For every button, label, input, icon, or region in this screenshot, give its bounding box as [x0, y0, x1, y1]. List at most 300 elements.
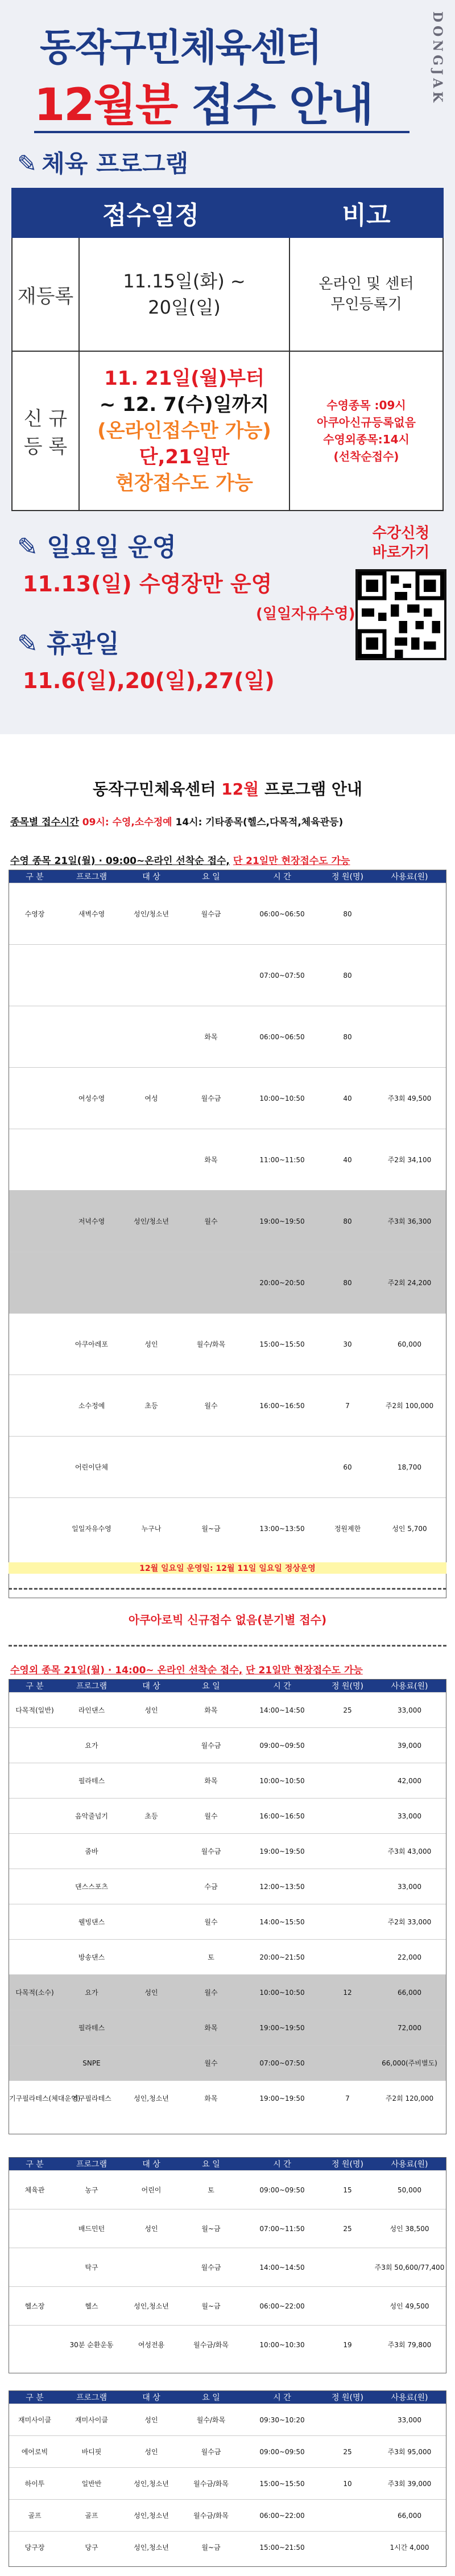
month-label: 12월분: [34, 80, 177, 131]
table-cell: 여성: [144, 1094, 158, 1102]
column-header: 대 상: [142, 1682, 160, 1691]
table-cell: 30분 순환운동: [69, 2341, 114, 2349]
swim-note-b: 단 21일만 현장접수도 가능: [233, 855, 350, 867]
pin-icon: ✎: [17, 533, 47, 562]
column-header: 시 간: [273, 2393, 291, 2402]
other-note-b: 단 21일만 현장접수도 가능: [246, 1665, 363, 1676]
sunday-sub: (일일자유수영): [256, 606, 355, 623]
table-cell: 주3회 79,800: [387, 2341, 432, 2349]
section-sports-label: 체육 프로그램: [42, 150, 189, 178]
table-cell: 20:00~20:50: [259, 1278, 305, 1287]
table-cell: 당구: [85, 2544, 98, 2552]
table-cell: 월수금: [201, 2448, 221, 2456]
table-row: [9, 2010, 446, 2045]
column-header: 프로그램: [76, 873, 107, 882]
table-row: [9, 1436, 446, 1497]
table-row: [9, 1313, 446, 1375]
table-cell: 10: [343, 2479, 352, 2488]
closed-heading: [17, 623, 119, 660]
table-cell: 80: [343, 1278, 352, 1287]
table-row: [9, 1763, 446, 1798]
table-cell: 09:00~09:50: [259, 2186, 305, 2194]
column-header: 정 원(명): [332, 873, 363, 882]
table-cell: 월~금: [201, 1525, 221, 1533]
table-cell: 성인 38,500: [390, 2225, 429, 2233]
table-cell: 성인 5,700: [392, 1525, 427, 1533]
table-cell: 19: [343, 2340, 352, 2349]
table-cell: 20:00~21:50: [259, 1953, 305, 1961]
table-cell: 줌바: [85, 1847, 98, 1855]
table-cell: 12: [343, 1988, 352, 1997]
table-row: [9, 1869, 446, 1904]
qr-code-icon[interactable]: [355, 569, 446, 660]
table-row: [9, 2499, 446, 2531]
column-header: 사용료(원): [391, 2160, 428, 2169]
re-reg-note: [289, 237, 443, 351]
aqua-note: 아쿠아로빅 신규접수 없음(분기별 접수): [128, 1613, 327, 1627]
table-row: [9, 1252, 446, 1313]
table-row: [9, 2209, 446, 2248]
gym-table-header: [9, 2158, 446, 2170]
table-cell: 에어로빅: [21, 2448, 48, 2456]
table-cell: 19:00~19:50: [259, 1847, 305, 1855]
table-cell: 19:00~19:50: [259, 2023, 305, 2032]
intake-note-c: 14시: 기타종목(헬스,다목적,체육관등): [175, 817, 344, 828]
table-cell: 탁구: [85, 2264, 98, 2272]
table-cell: 체육관: [24, 2186, 45, 2194]
table-cell: 월수/화목: [196, 2416, 226, 2424]
table-cell: 성인,청소년: [134, 2094, 169, 2102]
column-header: 요 일: [202, 2393, 220, 2402]
table-cell: 헬스: [85, 2302, 98, 2310]
table-cell: 16:00~16:50: [259, 1401, 305, 1410]
other-table-header: [9, 1680, 446, 1692]
table-cell: 09:00~09:50: [259, 1741, 305, 1750]
table-cell: 주3회 49,500: [387, 1094, 432, 1102]
table-cell: 42,000: [398, 1776, 421, 1785]
table-cell: 월수금/화목: [193, 2341, 229, 2349]
table-cell: 월수: [204, 1989, 218, 1997]
table-cell: 25: [343, 1706, 352, 1714]
column-header: 시 간: [273, 873, 291, 882]
table-cell: 주2회 120,000: [385, 2094, 434, 2102]
re-reg-dates: [79, 237, 289, 351]
table-cell: 화목: [204, 2024, 218, 2032]
table-cell: 11:00~11:50: [259, 1155, 305, 1164]
table-cell: 15:00~15:50: [259, 1340, 305, 1348]
program-title-month: 12월: [221, 780, 259, 799]
table-cell: 15:00~15:50: [259, 2479, 305, 2488]
table-row: [9, 1067, 446, 1129]
table-row: [9, 1006, 446, 1067]
swim-note: [10, 853, 350, 867]
table-row: [9, 1190, 446, 1252]
table-cell: 월수금: [201, 1094, 221, 1102]
column-header: 정 원(명): [332, 2160, 363, 2169]
new-reg-note1: 수영종목 :09시: [326, 398, 406, 412]
schedule-table: [11, 188, 444, 511]
table-cell: 수영장: [24, 910, 45, 918]
sunday-line: 11.13(일) 수영장만 운영: [23, 571, 272, 596]
table-row: [9, 1692, 446, 1727]
table-cell: 14:00~15:50: [259, 1917, 305, 1926]
table-cell: 재미사이클: [75, 2416, 108, 2424]
table-row: [9, 1798, 446, 1833]
gym-table: [9, 2157, 446, 2373]
intake-note-a: 종목별 접수시간: [10, 817, 79, 828]
column-header: 요 일: [202, 2160, 220, 2169]
table-cell: 골프: [85, 2512, 98, 2520]
table-cell: 30: [343, 1340, 352, 1348]
table-cell: 06:00~06:50: [259, 910, 305, 918]
table-cell: 주3회 39,000: [387, 2480, 432, 2488]
intake-note: [10, 814, 343, 828]
table-row: [9, 1904, 446, 1939]
column-header: 대 상: [142, 873, 160, 882]
table-cell: 초등: [144, 1812, 158, 1820]
new-reg-line4: 단,21일만: [139, 446, 230, 468]
column-header: 사용료(원): [391, 1682, 428, 1691]
table-cell: 39,000: [398, 1741, 421, 1750]
table-cell: 25: [343, 2224, 352, 2233]
table-cell: 어린이: [141, 2186, 162, 2194]
table-cell: 성인: [144, 2416, 158, 2424]
column-header: 구 분: [26, 2160, 44, 2169]
etc-table-header: [9, 2391, 446, 2404]
table-cell: 33,000: [398, 2415, 421, 2424]
pin-icon: ✎: [17, 629, 47, 659]
table-cell: 19:00~19:50: [259, 1217, 305, 1225]
table-cell: 주2회 34,100: [387, 1156, 432, 1164]
page-title: [34, 69, 373, 133]
table-cell: 댄스스포츠: [75, 1883, 108, 1891]
title-suffix: 접수 안내: [177, 80, 373, 131]
table-cell: 월~금: [201, 2544, 221, 2552]
column-header: 대 상: [142, 2393, 160, 2402]
schedule-header-note: 비고: [289, 188, 443, 237]
table-cell: 16:00~16:50: [259, 1812, 305, 1820]
table-cell: 수금: [204, 1883, 218, 1891]
swim-table-body: [9, 883, 446, 1559]
table-cell: 40: [343, 1094, 352, 1102]
table-cell: 어린이단체: [75, 1463, 108, 1471]
table-cell: 66,000: [398, 2511, 421, 2520]
re-reg-kind: 재등록: [12, 237, 79, 351]
column-header: 요 일: [202, 873, 220, 882]
table-cell: 성인: [144, 2448, 158, 2456]
table-cell: 여성수영: [78, 1094, 105, 1102]
table-cell: 월수: [204, 1402, 218, 1410]
table-cell: 월수/화목: [196, 1340, 226, 1348]
table-cell: 80: [343, 971, 352, 980]
table-cell: 다목적(소수): [15, 1989, 54, 1997]
table-cell: 성인/청소년: [133, 910, 169, 918]
table-row: [9, 1833, 446, 1869]
table-cell: 아쿠아레포: [75, 1340, 108, 1348]
table-cell: 누구나: [141, 1525, 162, 1533]
table-cell: 15: [343, 2186, 352, 2194]
table-cell: 주3회 43,000: [387, 1847, 432, 1855]
swim-table: [9, 870, 446, 1598]
table-cell: 화목: [204, 1706, 218, 1714]
column-header: 구 분: [26, 1682, 44, 1691]
other-note: [10, 1662, 363, 1676]
table-cell: 주3회 36,300: [387, 1217, 432, 1225]
column-header: 대 상: [142, 2160, 160, 2169]
qr-label: [355, 524, 446, 562]
table-cell: SNPE: [82, 2059, 101, 2067]
table-cell: 10:00~10:50: [259, 1094, 305, 1102]
table-cell: 음악줄넘기: [75, 1812, 108, 1820]
qr-label1: 수강신청: [372, 525, 430, 542]
table-cell: 33,000: [398, 1882, 421, 1891]
table-cell: 화목: [204, 2094, 218, 2102]
table-cell: 06:00~06:50: [259, 1032, 305, 1041]
table-cell: 월수: [204, 1918, 218, 1926]
table-cell: 80: [343, 910, 352, 918]
table-cell: 60,000: [398, 1340, 421, 1348]
table-cell: 화목: [204, 1777, 218, 1785]
table-cell: 라인댄스: [78, 1706, 105, 1714]
swim-note-a: 수영 종목 21일(월) · 09:00~온라인 선착순 접수,: [10, 855, 230, 867]
table-cell: 월수: [204, 1217, 218, 1225]
brand-logo: DONGJAK: [430, 11, 445, 106]
table-row: [9, 1974, 446, 2010]
column-header: 구 분: [26, 2393, 44, 2402]
re-reg-note1: 온라인 및 센터: [318, 275, 414, 293]
table-cell: 10:00~10:50: [259, 1988, 305, 1997]
table-row: [9, 1129, 446, 1190]
table-cell: 15:00~21:50: [259, 2543, 305, 2552]
table-cell: 7: [345, 2094, 350, 2102]
table-row: [9, 2248, 446, 2286]
table-cell: 월수: [204, 2059, 218, 2067]
table-cell: 22,000: [398, 1953, 421, 1961]
table-cell: 1시간 4,000: [390, 2544, 429, 2552]
table-cell: 정원제한: [334, 1525, 361, 1533]
table-cell: 12:00~13:50: [259, 1882, 305, 1891]
table-cell: 33,000: [398, 1706, 421, 1714]
table-cell: 13:00~13:50: [259, 1524, 305, 1533]
program-title-suffix: 프로그램 안내: [264, 780, 362, 799]
table-row: [9, 1939, 446, 1974]
program-title: [0, 777, 455, 800]
table-cell: 초등: [144, 1402, 158, 1410]
program-title-prefix: 동작구민체육센터: [93, 780, 216, 799]
new-reg-dates: [79, 351, 289, 511]
table-cell: 07:00~07:50: [259, 2059, 305, 2067]
table-cell: 월~금: [201, 2302, 221, 2310]
pin-icon: ✎: [17, 150, 38, 178]
table-row: [9, 2045, 446, 2080]
table-cell: 기구필라테스(체대운영): [9, 2094, 81, 2102]
table-cell: 화목: [204, 1033, 218, 1041]
new-reg-line2: ~ 12. 7(수)일까지: [99, 393, 270, 416]
table-cell: 소수정예: [78, 1402, 105, 1410]
divider: [34, 131, 410, 133]
table-row: [9, 2467, 446, 2499]
table-cell: 월수금: [201, 910, 221, 918]
new-reg-line1: 11. 21일(월)부터: [104, 367, 264, 390]
column-header: 프로그램: [76, 2160, 107, 2169]
swim-footer: 12월 일요일 운영일: 12월 11일 일요일 정상운영: [9, 1562, 446, 1574]
table-cell: 월수: [204, 1812, 218, 1820]
column-header: 프로그램: [76, 2393, 107, 2402]
table-cell: 하이투: [24, 2480, 45, 2488]
table-cell: 주2회 33,000: [387, 1918, 432, 1926]
table-cell: 성인,청소년: [134, 2512, 169, 2520]
etc-table-body: [9, 2404, 446, 2563]
table-row: [9, 2080, 446, 2116]
column-header: 프로그램: [76, 1682, 107, 1691]
re-reg-date1: 11.15일(화) ~: [123, 270, 246, 292]
table-cell: 요가: [85, 1742, 98, 1750]
closed-line: 11.6(일),20(일),27(일): [23, 668, 275, 693]
table-cell: 66,000: [398, 1988, 421, 1997]
table-cell: 주3회 50,600/77,400: [374, 2264, 445, 2272]
table-cell: 기구필라테스: [72, 2094, 111, 2102]
table-cell: 필라테스: [78, 1777, 105, 1785]
column-header: 시 간: [273, 2160, 291, 2169]
swim-table-header: [9, 870, 446, 883]
table-cell: 월수금/화목: [193, 2480, 229, 2488]
new-reg-kind1: 신 규: [23, 408, 68, 430]
column-header: 정 원(명): [332, 1682, 363, 1691]
table-cell: 다목적(일반): [15, 1706, 54, 1714]
etc-table: [9, 2390, 446, 2567]
table-cell: 재미사이클: [18, 2416, 51, 2424]
table-cell: 07:00~07:50: [259, 971, 305, 980]
table-cell: 14:00~14:50: [259, 1706, 305, 1714]
table-cell: 60: [343, 1463, 352, 1471]
closed-heading-label: 휴관일: [47, 629, 119, 659]
table-cell: 바디핏: [81, 2448, 102, 2456]
table-row: [9, 944, 446, 1006]
table-cell: 여성전용: [138, 2341, 165, 2349]
table-cell: 성인 49,500: [390, 2302, 429, 2310]
table-cell: 50,000: [398, 2186, 421, 2194]
table-cell: 월수금: [201, 1847, 221, 1855]
table-cell: 골프: [28, 2512, 42, 2520]
sunday-heading: [17, 526, 176, 563]
table-cell: 주2회 100,000: [385, 1402, 434, 1410]
section-sports: [17, 145, 188, 179]
table-cell: 09:30~10:20: [259, 2415, 305, 2424]
new-reg-note: [289, 351, 443, 511]
column-header: 구 분: [26, 873, 44, 882]
table-cell: 당구장: [24, 2544, 45, 2552]
table-cell: 성인,청소년: [134, 2480, 169, 2488]
table-cell: 80: [343, 1032, 352, 1041]
table-cell: 월수금: [201, 1742, 221, 1750]
divider: [9, 1588, 446, 1590]
table-cell: 72,000: [398, 2023, 421, 2032]
table-row: [9, 2404, 446, 2435]
table-cell: 주2회 24,200: [387, 1279, 432, 1287]
table-cell: 토: [208, 1953, 214, 1961]
table-row: [9, 2325, 446, 2364]
table-cell: 농구: [85, 2186, 98, 2194]
table-row: [9, 1375, 446, 1436]
table-cell: 필라테스: [78, 2024, 105, 2032]
schedule-header-date: 접수일정: [12, 188, 289, 237]
table-cell: 25: [343, 2447, 352, 2456]
table-cell: 배드민턴: [78, 2225, 105, 2233]
table-cell: 성인,청소년: [134, 2544, 169, 2552]
table-cell: 주3회 95,000: [387, 2448, 432, 2456]
table-cell: 일반반: [81, 2480, 102, 2488]
other-note-a: 수영외 종목 21일(월) · 14:00~ 온라인 선착순 접수,: [10, 1665, 243, 1676]
new-reg-line3: (온라인접수만 가능): [97, 419, 271, 442]
table-cell: 성인/청소년: [133, 1217, 169, 1225]
table-cell: 33,000: [398, 1812, 421, 1820]
column-header: 사용료(원): [391, 2393, 428, 2402]
new-reg-line5: 현장접수도 가능: [115, 472, 253, 495]
table-cell: 10:00~10:30: [259, 2340, 305, 2349]
re-reg-date2: 20일(일): [148, 297, 221, 318]
center-name: 동작구민체육센터: [40, 26, 321, 69]
re-reg-note2: 무인등록기: [330, 296, 402, 313]
table-cell: 토: [208, 2186, 214, 2194]
table-cell: 성인: [144, 1989, 158, 1997]
table-row: [9, 2286, 446, 2325]
new-reg-kind: [12, 351, 79, 511]
table-cell: 14:00~14:50: [259, 2263, 305, 2272]
other-table: [9, 1679, 446, 2134]
new-reg-kind2: 등 록: [23, 435, 68, 458]
table-cell: 10:00~10:50: [259, 1776, 305, 1785]
other-table-body: [9, 1692, 446, 2116]
table-cell: 성인: [144, 2225, 158, 2233]
table-cell: 요가: [85, 1989, 98, 1997]
table-row: [9, 1497, 446, 1559]
table-cell: 저녁수영: [78, 1217, 105, 1225]
intake-note-b: 09시: 수영,소수정예: [82, 817, 172, 828]
column-header: 시 간: [273, 1682, 291, 1691]
column-header: 요 일: [202, 1682, 220, 1691]
table-cell: 07:00~11:50: [259, 2224, 305, 2233]
table-cell: 18,700: [398, 1463, 421, 1471]
qr-label2: 바로가기: [372, 544, 430, 561]
table-cell: 월수금/화목: [193, 2512, 229, 2520]
table-row: [9, 883, 446, 944]
table-cell: 06:00~22:00: [259, 2302, 305, 2310]
column-header: 사용료(원): [391, 873, 428, 882]
table-cell: 40: [343, 1155, 352, 1164]
sunday-heading-label: 일요일 운영: [47, 533, 177, 562]
table-cell: 월~금: [201, 2225, 221, 2233]
table-cell: 66,000(주비별도): [382, 2059, 437, 2067]
table-cell: 성인: [144, 1706, 158, 1714]
table-cell: 웰빙댄스: [78, 1918, 105, 1926]
table-cell: 성인: [144, 1340, 158, 1348]
table-cell: 월수금: [201, 2264, 221, 2272]
table-cell: 방송댄스: [78, 1953, 105, 1961]
table-cell: 성인,청소년: [134, 2302, 169, 2310]
column-header: 정 원(명): [332, 2393, 363, 2402]
table-cell: 화목: [204, 1156, 218, 1164]
table-cell: 09:00~09:50: [259, 2447, 305, 2456]
table-cell: 80: [343, 1217, 352, 1225]
new-reg-note4: (선착순접수): [333, 450, 399, 463]
new-reg-note3: 수영외종목:14시: [323, 433, 410, 446]
table-row: [9, 2170, 446, 2209]
table-cell: 19:00~19:50: [259, 2094, 305, 2102]
table-row: [9, 2531, 446, 2563]
table-cell: 06:00~22:00: [259, 2511, 305, 2520]
gym-table-body: [9, 2170, 446, 2364]
table-cell: 7: [345, 1401, 350, 1410]
